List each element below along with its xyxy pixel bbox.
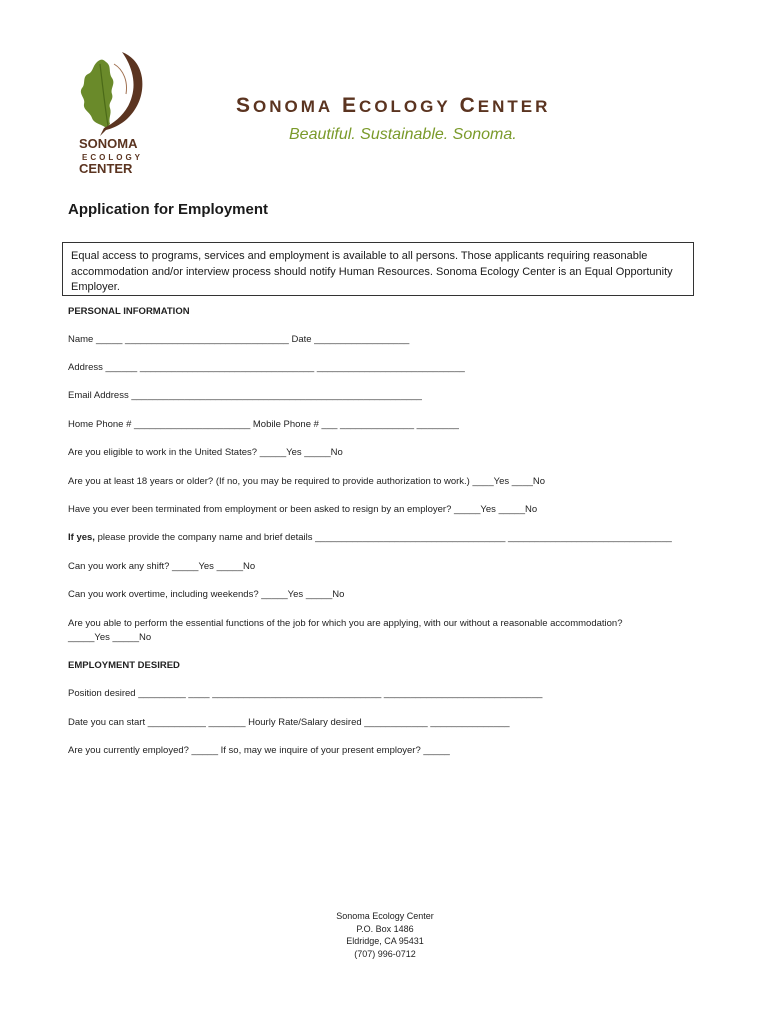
org-name-word-3: ENTER bbox=[477, 97, 551, 116]
sonoma-ecology-center-logo bbox=[78, 50, 160, 175]
org-name-initial-1: S bbox=[236, 94, 254, 117]
logo-text-ecology: ECOLOGY bbox=[82, 153, 144, 162]
phone-fields[interactable]: Home Phone # ______________________ Mobile Phone # ___ ______________ ________ bbox=[68, 419, 459, 430]
org-name bbox=[236, 94, 550, 118]
document-title: Application for Employment bbox=[68, 201, 269, 218]
org-name-initial-3: C bbox=[459, 94, 478, 117]
footer-org: Sonoma Ecology Center bbox=[336, 911, 434, 921]
terminated-question[interactable]: Have you ever been terminated from employment or been asked to resign by an employer? _____Yes _____No bbox=[68, 504, 538, 515]
org-name-word-2: COLOGY bbox=[359, 97, 451, 116]
if-yes-label: If yes, bbox=[68, 532, 95, 543]
org-name-word-1: ONOMA bbox=[253, 97, 334, 116]
email-field[interactable]: Email Address _______________________________________________________ bbox=[68, 390, 422, 401]
position-desired-field[interactable]: Position desired _________ ____ ________________________________ ______________________________ bbox=[68, 688, 543, 699]
currently-employed-question[interactable]: Are you currently employed? _____ If so, may we inquire of your present employer? _____ bbox=[68, 745, 450, 756]
perform-question: Are you able to perform the essential functions of the job for which you are applying, with our without a reasonable accommodation? bbox=[68, 618, 623, 629]
org-name-initial-2: E bbox=[342, 94, 360, 117]
if-yes-details: please provide the company name and brief details ____________________________________ _______________________________ bbox=[94, 532, 672, 543]
footer-po-box: P.O. Box 1486 bbox=[356, 923, 414, 934]
footer-city: Eldridge, CA 95431 bbox=[346, 936, 424, 946]
footer-phone: (707) 996-0712 bbox=[354, 948, 416, 959]
logo-text-center: CENTER bbox=[79, 161, 133, 175]
overtime-question[interactable]: Can you work overtime, including weekends? _____Yes _____No bbox=[68, 589, 345, 600]
perform-answer[interactable]: _____Yes _____No bbox=[68, 632, 152, 643]
address-field[interactable]: Address ______ _________________________________ ____________________________ bbox=[68, 362, 465, 373]
employment-desired-heading: EMPLOYMENT DESIRED bbox=[68, 660, 180, 671]
logo-text-sonoma: SONOMA bbox=[79, 136, 138, 151]
shift-question[interactable]: Can you work any shift? _____Yes _____No bbox=[68, 561, 256, 572]
tagline: Beautiful. Sustainable. Sonoma. bbox=[289, 126, 517, 143]
oak-leaf-icon bbox=[81, 60, 114, 128]
personal-info-heading: PERSONAL INFORMATION bbox=[68, 306, 190, 317]
start-date-salary-field[interactable]: Date you can start ___________ _______ Hourly Rate/Salary desired ____________ _______________ bbox=[68, 717, 510, 728]
age-question[interactable]: Are you at least 18 years or older? (If no, you may be required to provide authorization to work.) ____Yes ____No bbox=[68, 476, 546, 487]
eligible-question[interactable]: Are you eligible to work in the United States? _____Yes _____No bbox=[68, 447, 343, 458]
footer-address bbox=[0, 910, 770, 960]
equal-opportunity-notice: Equal access to programs, services and employment is available to all persons. Those applicants requiring reasonable accommodation and/or interview process should notify Human Resources. Sonoma Ecology Center is an Equal Opportunity Employer. bbox=[62, 242, 694, 296]
if-yes-details-field[interactable] bbox=[68, 532, 672, 543]
name-date-field[interactable]: Name _____ _______________________________ Date __________________ bbox=[68, 334, 410, 345]
